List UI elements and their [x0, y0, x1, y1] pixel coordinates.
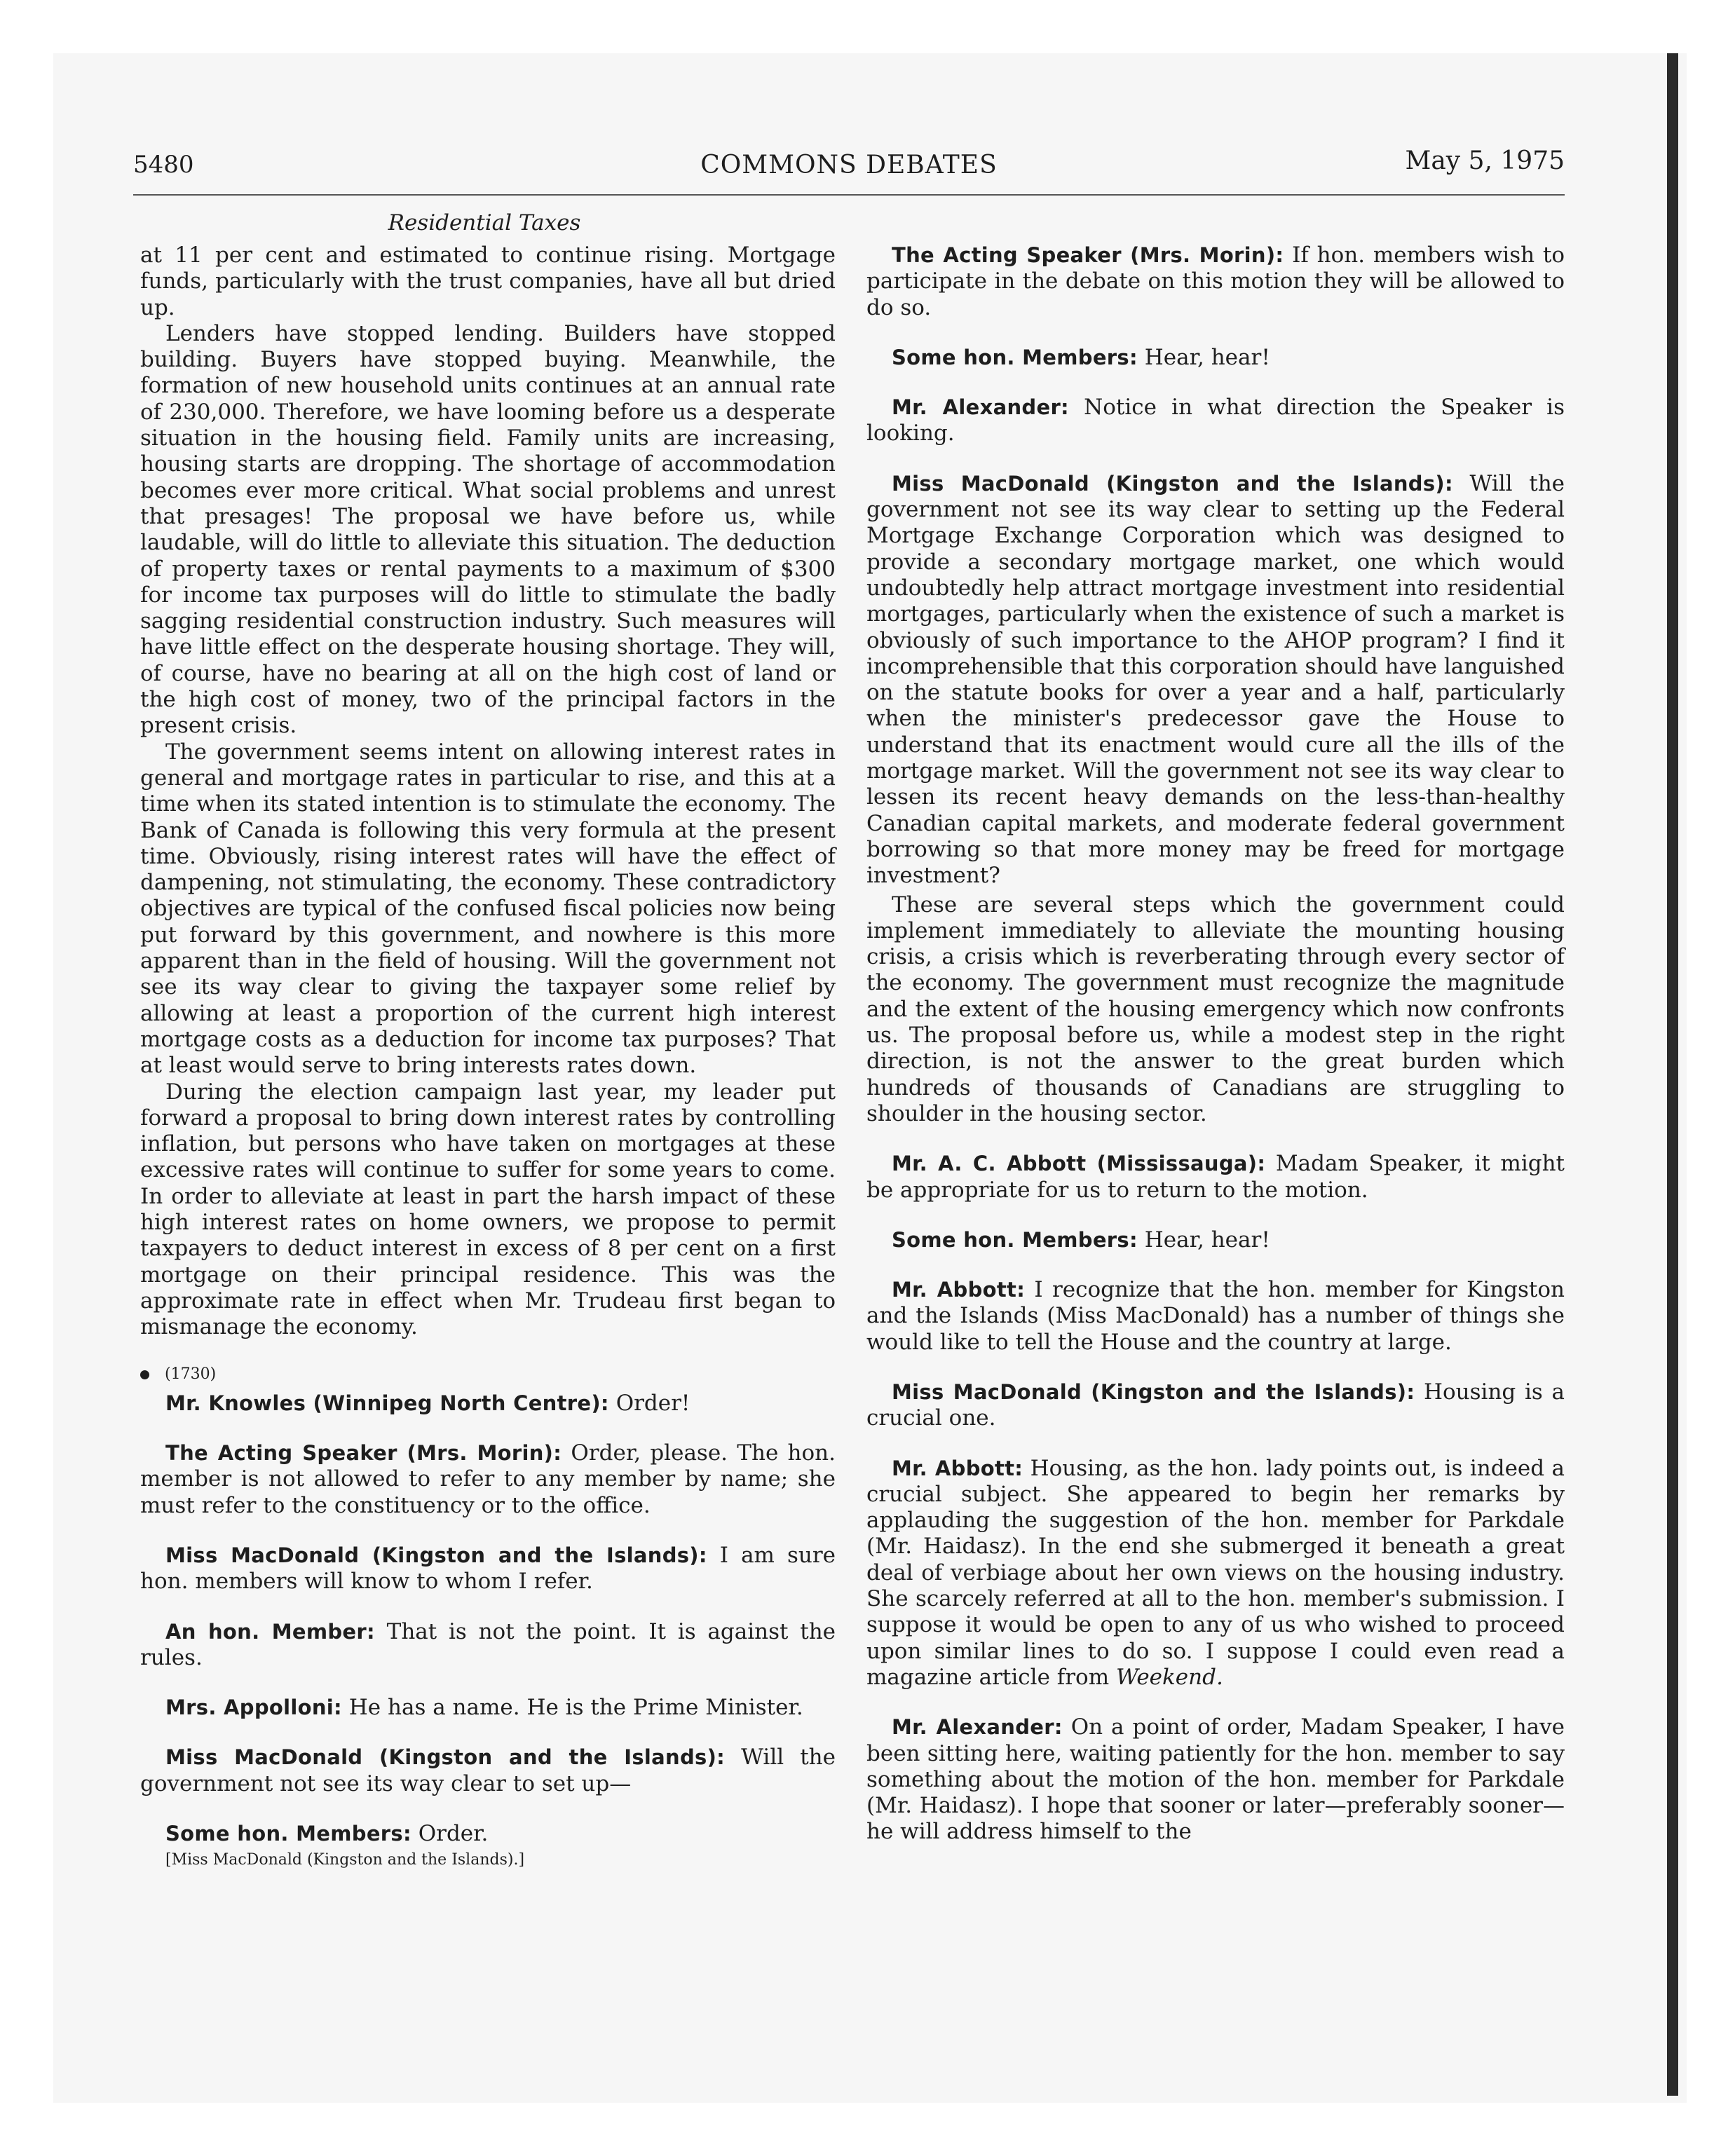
speech-text: Hear, hear! [1144, 1227, 1270, 1253]
speaker-name: Miss MacDonald (Kingston and the Islands): [165, 1543, 707, 1567]
speech-text: Will the government not see its way clear to setting up the Federal Mortgage Exchange Corporation which was designed to provide a secondary mortgage market, one which would undoubtedly help attract mortgage investment into residential mortgages, particularly when the existence of such a market is obviously of such importance to the AHOP program? I find it incomprehensible that this corporation should have languished on the statute books for over a year and a half, particularly when the minister's predecessor gave the House to understand that its enactment would cure all the ills of the mortgage market. Will the government not see its way clear to lessen its recent heavy demands on the less-than-healthy Canadian capital markets, and moderate federal government borrowing so that more money may be freed for mortgage investment? [866, 470, 1565, 889]
speech [866, 1379, 1565, 1432]
speech-text: He has a name. He is the Prime Minister. [348, 1695, 803, 1721]
continuation-note: [Miss MacDonald (Kingston and the Islands).] [165, 1851, 525, 1869]
scan-edge-bar [1667, 53, 1678, 2096]
speech [140, 1440, 836, 1519]
speech-text: If hon. members wish to participate in the debate on this motion they will be allowed to do so. [866, 243, 1565, 320]
issue-date: May 5, 1975 [1405, 146, 1565, 175]
speaker-name: Miss MacDonald (Kingston and the Islands): [165, 1745, 726, 1770]
paragraph: Lenders have stopped lending. Builders have stopped building. Buyers have stopped buying. Meanwhile, the formation of new household units continues at an annual rate of 230,000. Therefore, we have looming before us a desperate situation in the housing field. Family units are increasing, housing starts are dropping. The shortage of accommodation becomes ever more critical. What social problems and unrest that presages! The proposal we have before us, while laudable, will do little to alleviate this situation. The deduction of property taxes or rental payments to a maximum of $300 for income tax purposes will do little to stimulate the badly sagging residential construction industry. Such measures will have little effect on the desperate housing shortage. They will, of course, have no bearing at all on the high cost of land or the high cost of money, two of the principal factors in the present crisis. [140, 320, 836, 739]
speaker-name: Mr. A. C. Abbott (Mississauga): [892, 1152, 1266, 1176]
speech-text: Housing, as the hon. lady points out, is indeed a crucial subject. She appeared to begin her remarks by applauding the suggestion of the hon. member for Parkdale (Mr. Haidasz). In the end she submerged it beneath a great deal of verbiage about her own views on the housing industry. She scarcely referred at all to the hon. member's submission. I suppose it would be open to any of us who wished to proceed upon similar lines to do so. I suppose I could even read a magazine article from [866, 1455, 1565, 1690]
speaker-name: Mrs. Appolloni: [165, 1696, 342, 1720]
speech [866, 1227, 1565, 1253]
speech-text: Will the government not see its way clear to set up— [140, 1745, 836, 1796]
paragraph: The government seems intent on allowing interest rates in general and mortgage rates in particular to rise, and this at a time when its stated intention is to stimulate the economy. The Bank of Canada is following this very formula at the present time. Obviously, rising interest rates will have the effect of dampening, not stimulating, the economy. These contradictory objectives are typical of the confused fiscal policies now being put forward by this government, and nowhere is this more apparent than in the field of housing. Will the government not see its way clear to giving the taxpayer some relief by allowing at least a proportion of the current high interest mortgage costs as a deduction for income tax purposes? That at least would serve to bring interests rates down. [140, 739, 836, 1079]
speaker-name: Mr. Abbott: [892, 1278, 1026, 1302]
speech-text: On a point of order, Madam Speaker, I have been sitting here, waiting patiently for the hon. member to say something about the motion of the hon. member for Parkdale (Mr. Haidasz). I hope that sooner or later—preferably sooner—he will address himself to the [866, 1714, 1565, 1845]
bullet-dot-icon [140, 1370, 149, 1379]
page-number: 5480 [133, 151, 194, 179]
speech [140, 1619, 836, 1672]
speech [866, 1277, 1565, 1356]
speaker-name: Mr. Alexander: [892, 395, 1069, 420]
italic-title: Weekend. [1115, 1664, 1223, 1690]
speech [140, 1695, 836, 1721]
speaker-name: The Acting Speaker (Mrs. Morin): [892, 243, 1284, 267]
speech [140, 1543, 836, 1595]
paragraph: at 11 per cent and estimated to continue rising. Mortgage funds, particularly with the trust companies, have all but dried up. [140, 243, 836, 320]
speech [866, 1456, 1565, 1691]
speaker-name: Miss MacDonald (Kingston and the Islands): [892, 1379, 1415, 1404]
speech-text: That is not the point. It is against the rules. [140, 1618, 836, 1670]
speech-text: Order, please. The hon. member is not allowed to refer to any member by name; she must refer to the constituency or to the office. [140, 1440, 836, 1518]
page-header [133, 146, 1565, 196]
section-heading: Residential Taxes [388, 210, 581, 236]
right-column [866, 243, 1565, 1845]
speech [866, 471, 1565, 889]
speech [866, 1714, 1565, 1845]
speaker-name: Some hon. Members: [892, 345, 1138, 369]
time-marker [140, 1361, 836, 1387]
paragraph: These are several steps which the government could implement immediately to alleviate the mounting housing crisis, a crisis which is reverberating through every sector of the economy. The government must recognize the magnitude and the extent of the housing emergency which now confronts us. The proposal before us, while a modest step in the right direction, is not the answer to the great burden which hundreds of thousands of Canadians are struggling to shoulder in the housing sector. [866, 892, 1565, 1126]
speech [140, 1391, 836, 1417]
speaker-name: The Acting Speaker (Mrs. Morin): [165, 1441, 562, 1466]
speaker-name: Mr. Alexander: [892, 1715, 1063, 1740]
speech-text: Notice in what direction the Speaker is looking. [866, 395, 1565, 446]
speaker-name: Some hon. Members: [892, 1227, 1138, 1252]
speaker-name: Some hon. Members: [165, 1822, 411, 1846]
left-column [140, 243, 836, 1874]
speaker-name: An hon. Member: [165, 1619, 375, 1644]
speaker-name: Mr. Knowles (Winnipeg North Centre): [165, 1391, 609, 1415]
speech [866, 1151, 1565, 1203]
speech [140, 1745, 836, 1797]
speech [866, 345, 1565, 371]
speech-text: Hear, hear! [1144, 344, 1270, 370]
speech [140, 1821, 836, 1847]
speech [866, 395, 1565, 447]
speaker-name: Miss MacDonald (Kingston and the Islands): [892, 471, 1453, 496]
speech-text: Order. [418, 1821, 489, 1847]
journal-title: COMMONS DEBATES [700, 151, 998, 179]
speech-text: I recognize that the hon. member for Kingston and the Islands (Miss MacDonald) has a number of things she would like to tell the House and the country at large. [866, 1277, 1565, 1355]
speech-text: Order! [615, 1390, 690, 1416]
speech-text: Housing is a crucial one. [866, 1379, 1565, 1431]
paragraph: During the election campaign last year, my leader put forward a proposal to bring down interest rates by controlling inflation, but persons who have taken on mortgages at these excessive rates will continue to suffer for some years to come. In order to alleviate at least in part the harsh impact of these high interest rates on home owners, we propose to permit taxpayers to deduct interest in excess of 8 per cent on a first mortgage on their principal residence. This was the approximate rate in effect when Mr. Trudeau first began to mismanage the economy. [140, 1079, 836, 1340]
speech [866, 243, 1565, 321]
speech-text: I am sure hon. members will know to whom I refer. [140, 1542, 836, 1595]
time-marker-text: (1730) [165, 1365, 217, 1384]
speaker-name: Mr. Abbott: [892, 1456, 1023, 1480]
speech-text: Madam Speaker, it might be appropriate for us to return to the motion. [866, 1151, 1565, 1203]
